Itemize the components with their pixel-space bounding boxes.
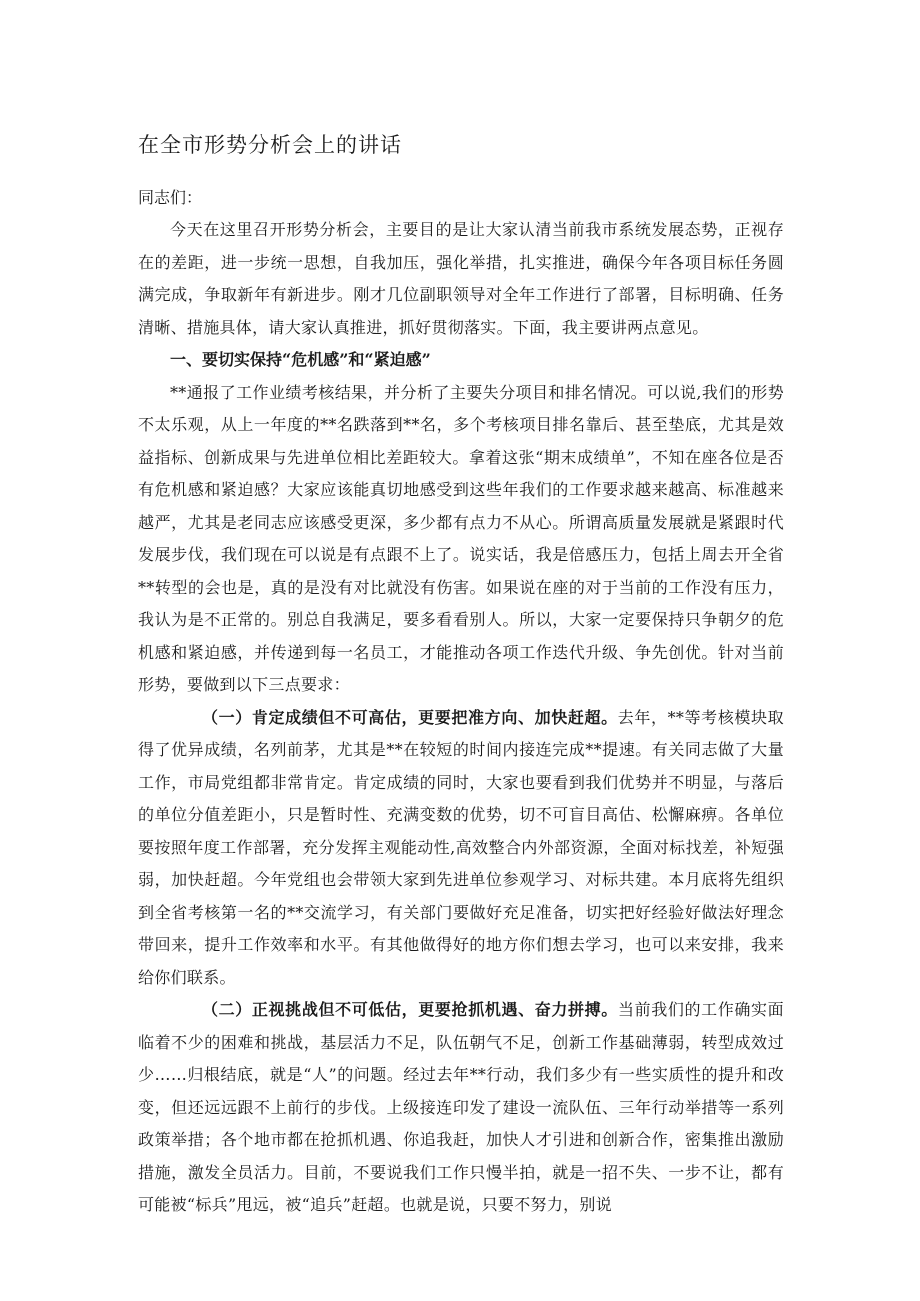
point-2-lead: （二）正视挑战但不可低估，更要抢抓机遇、奋力拼搏。 (202, 1000, 618, 1019)
document-title: 在全市形势分析会上的讲话 (138, 133, 402, 157)
point-1-paragraph (138, 702, 784, 995)
point-2-body: 当前我们的工作确实面临着不少的困难和挑战，基层活力不足，队伍朝气不足，创新工作基础薄弱，转型成效过少……归根结底，就是“人”的问题。经过去年**行动，我们多少有一些实质性的提升和改变，但还远远跟不上前行的步伐。上级接连印发了建设一流队伍、三年行动举措等一系列政策举措；各个地市都在抢抓机遇、你追我赶，加快人才引进和创新合作，密集推出激励措施，激发全员活力。目前，不要说我们工作只慢半拍，就是一招不失、一步不让，都有可能被“标兵”甩远，被“追兵”赶超。也就是说，只要不努力，别说 (138, 1000, 784, 1214)
section-1-paragraph: **通报了工作业绩考核结果，并分析了主要失分项目和排名情况。可以说,我们的形势不太乐观，从上一年度的**名跌落到**名，多个考核项目排名靠后、甚至垫底，尤其是效益指标、创新成果与先进单位相比差距较大。拿着这张“期末成绩单”，不知在座各位是否有危机感和紧迫感？大家应该能真切地感受到这些年我们的工作要求越来越高、标准越来越严，尤其是老同志应该感受更深，多少都有点力不从心。所谓高质量发展就是紧跟时代发展步伐，我们现在可以说是有点跟不上了。说实话，我是倍感压力，包括上周去开全省**转型的会也是，真的是没有对比就没有伤害。如果说在座的对于当前的工作没有压力，我认为是不正常的。别总自我满足，要多看看别人。所以，大家一定要保持只争朝夕的危机感和紧迫感，并传递到每一名员工，才能推动各项工作迭代升级、争先创优。针对当前形势，要做到以下三点要求： (138, 382, 784, 694)
point-1-body: 去年，**等考核模块取得了优异成绩，名列前茅，尤其是**在较短的时间内接连完成**提速。有关同志做了大量工作，市局党组都非常肯定。肯定成绩的同时，大家也要看到我们优势并不明显，与落后的单位分值差距小，只是暂时性、充满变数的优势，切不可盲目高估、松懈麻痹。各单位要按照年度工作部署，充分发挥主观能动性,高效整合内外部资源，全面对标找差，补短强弱，加快赶超。今年党组也会带领大家到先进单位参观学习、对标共建。本月底将先组织到全省考核第一名的**交流学习，有关部门要做好充足准备，切实把好经验好做法好理念带回来，提升工作效率和水平。有其他做得好的地方你们想去学习，也可以来安排，我来给你们联系。 (138, 707, 784, 987)
point-1-lead: （一）肯定成绩但不可高估，更要把准方向、加快赶超。 (202, 707, 618, 727)
point-2-paragraph (138, 994, 784, 1222)
document-page (138, 128, 784, 1222)
intro-paragraph: 今天在这里召开形势分析会，主要目的是让大家认清当前我市系统发展态势，正视存在的差距，进一步统一思想，自我加压，强化举措，扎实推进，确保今年各项目标任务圆满完成，争取新年有新进步。刚才几位副职领导对全年工作进行了部署，目标明确、任务清晰、措施具体，请大家认真推进，抓好贯彻落实。下面，我主要讲两点意见。 (138, 220, 784, 337)
salutation: 同志们： (138, 188, 203, 207)
section-1-heading: 一、要切实保持“危机感”和“紧迫感” (170, 350, 431, 369)
